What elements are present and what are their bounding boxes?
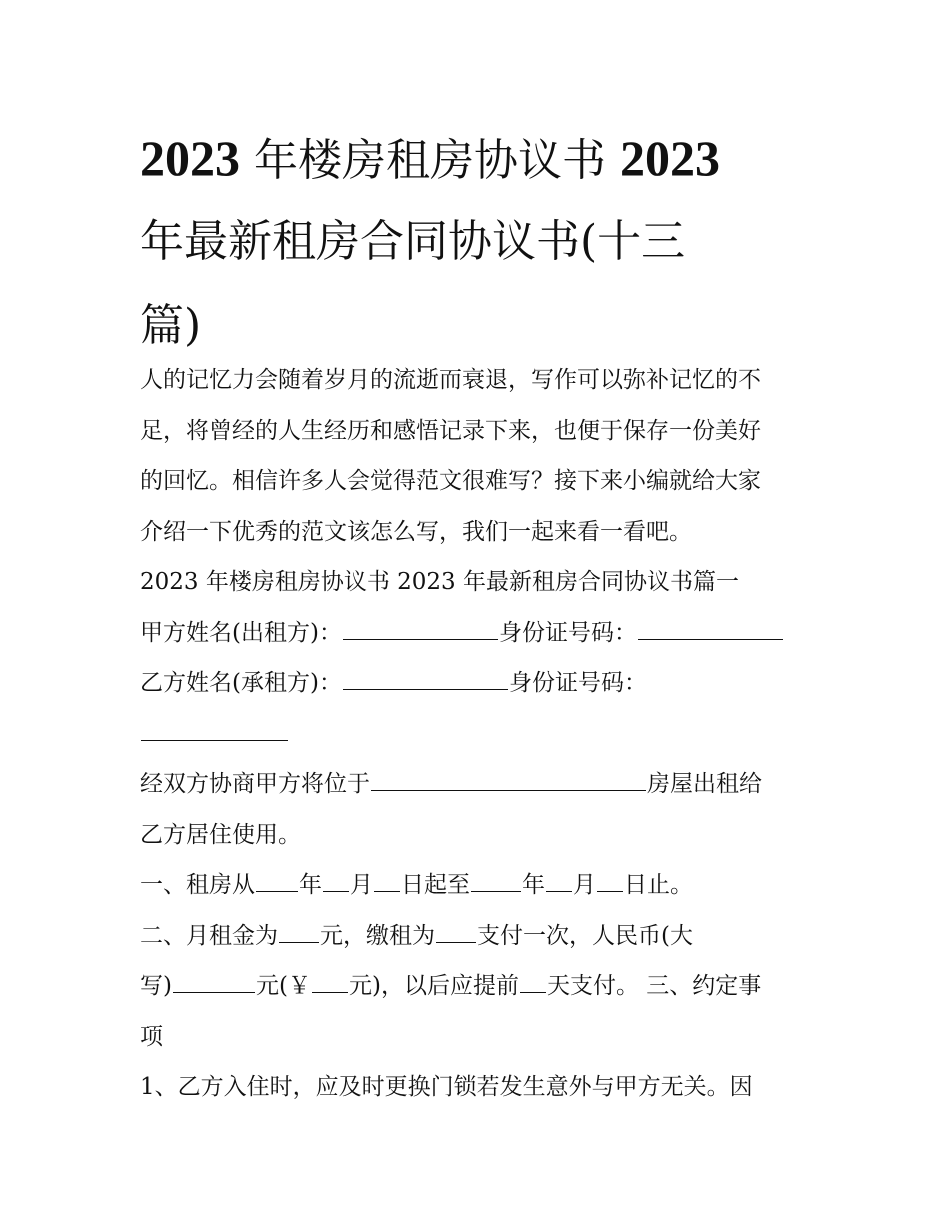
intro-line-3: 的回忆。相信许多人会觉得范文很难写？接下来小编就给大家 — [140, 468, 761, 494]
term-year-label-1: 年 — [299, 872, 322, 898]
end-month-blank[interactable] — [546, 867, 572, 892]
location-suffix: 房屋出租给 — [647, 771, 762, 797]
document-body — [140, 355, 820, 1113]
end-year-blank[interactable] — [471, 867, 521, 892]
rent-capital-blank[interactable] — [173, 968, 255, 993]
monthly-rent-blank[interactable] — [279, 918, 319, 943]
rent-yen-blank[interactable] — [312, 968, 348, 993]
rent-line-2 — [140, 961, 820, 1012]
term-month-label-2: 月 — [573, 872, 596, 898]
location-blank[interactable] — [371, 766, 646, 791]
location-prefix: 经双方协商甲方将位于 — [140, 771, 370, 797]
rent-prefix: 二、月租金为 — [140, 922, 278, 949]
payment-period-blank[interactable] — [436, 918, 476, 943]
rent-capital-label: 写) — [140, 973, 172, 999]
title-line-1 — [140, 116, 820, 200]
party-b-id-label: 身份证号码： — [508, 670, 647, 696]
party-a-name-blank[interactable] — [343, 615, 498, 640]
party-b-label: 乙方姓名(承租方)： — [140, 670, 342, 696]
document-title — [140, 116, 820, 368]
term-year-label-2: 年 — [522, 872, 545, 898]
party-a-label: 甲方姓名(出租方)： — [140, 619, 342, 646]
party-b-id-blank[interactable] — [141, 716, 288, 741]
start-month-blank[interactable] — [323, 867, 349, 892]
rent-line-1 — [140, 911, 820, 962]
party-a-line — [140, 608, 820, 659]
advance-days-blank[interactable] — [520, 968, 546, 993]
title-text-1: 年楼房租房协议书 — [254, 135, 606, 186]
party-b-name-blank[interactable] — [343, 665, 508, 690]
start-day-blank[interactable] — [374, 867, 400, 892]
party-a-id-label: 身份证号码： — [498, 619, 637, 646]
rent-days-label: 天支付。 三、约定事 — [546, 973, 762, 999]
party-b-line — [140, 658, 820, 709]
title-line-3: 篇) — [140, 300, 202, 351]
term-month-label-1: 月 — [350, 872, 373, 898]
item-1: 1、乙方入住时，应及时更换门锁若发生意外与甲方无关。因 — [140, 1074, 753, 1100]
party-a-id-blank[interactable] — [638, 615, 783, 640]
term-prefix: 一、租房从 — [140, 872, 255, 898]
section-heading: 2023 年楼房租房协议书 2023 年最新租房合同协议书篇一 — [140, 569, 739, 595]
title-line-2: 年最新租房合同协议书(十三 — [140, 216, 686, 267]
party-b-id-line — [140, 709, 820, 760]
rent-yen-label: 元(￥ — [255, 973, 311, 999]
title-year-2: 2023 — [620, 130, 720, 186]
intro-line-4: 介绍一下优秀的范文该怎么写，我们一起来看一看吧。 — [140, 518, 692, 545]
term-end: 日止。 — [624, 872, 693, 898]
term-line — [140, 860, 820, 911]
end-day-blank[interactable] — [597, 867, 623, 892]
rent-advance-label: 元)，以后应提前 — [348, 973, 519, 999]
intro-line-2: 足，将曾经的人生经历和感悟记录下来，也便于保存一份美好 — [140, 417, 761, 444]
title-year-1: 2023 — [140, 130, 240, 186]
location-line — [140, 759, 820, 810]
term-day-label-1: 日起至 — [401, 872, 470, 898]
location-cont: 乙方居住使用。 — [140, 821, 301, 848]
intro-line-1: 人的记忆力会随着岁月的流逝而衰退，写作可以弥补记忆的不 — [140, 367, 761, 393]
rent-line-3: 项 — [140, 1023, 163, 1050]
start-year-blank[interactable] — [256, 867, 298, 892]
rent-pay-label: 支付一次，人民币(大 — [477, 922, 693, 949]
rent-yuan-label: 元，缴租为 — [320, 922, 435, 949]
